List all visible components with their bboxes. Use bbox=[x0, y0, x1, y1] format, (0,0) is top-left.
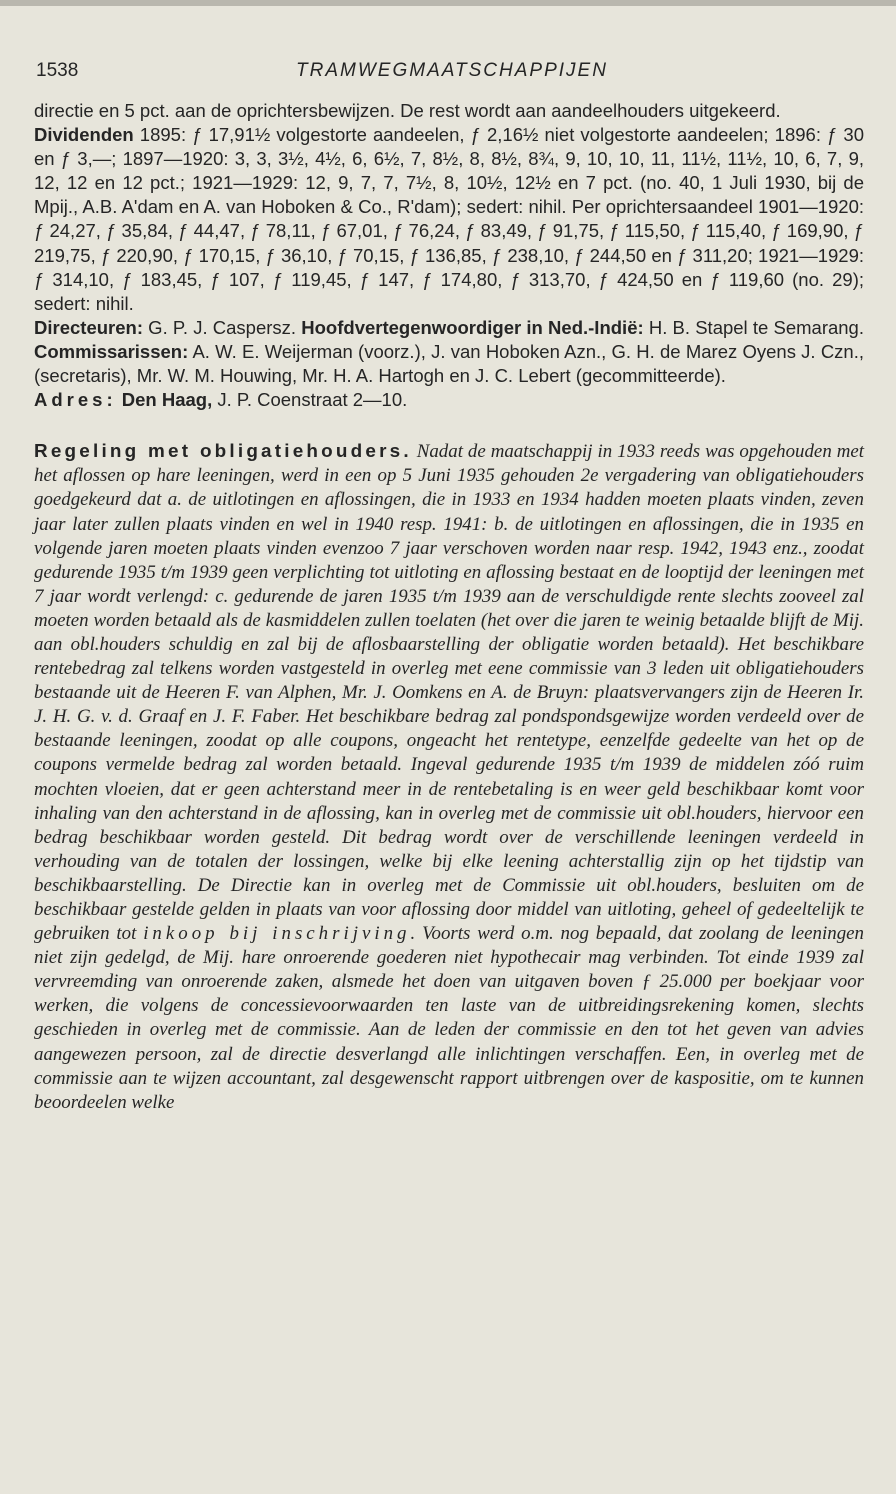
hoofdvertegenwoordiger-text: H. B. Stapel te Semarang. bbox=[643, 316, 864, 338]
paragraph-regeling bbox=[34, 440, 864, 1115]
page-top-edge bbox=[0, 0, 896, 6]
adres-text: J. P. Coenstraat 2—10. bbox=[212, 389, 408, 411]
section-gap bbox=[34, 412, 864, 440]
dividenden-text: 1895: ƒ 17,91½ volgestorte aandeelen, ƒ 2,16½ niet volgestorte aandeelen; 1896: ƒ 30 en ƒ 3,—; 1897—1920: 3, 3, 3½, 4½, 6, 6½, 7, 8½, 8, 8½, 8¾, 9, 10, 10, 11, 11½, 11½, 10, 6, 7, 9, 12, 12 en 12 pct.; 1921—1929: 12, 9, 7, 7, 7½, 8, 10½, 12½ en 7 pct. (no. 40, 1 Juli 1930, bij de Mpij., A.B. A'dam en A. van Hoboken & Co., R'dam); sedert: nihil. Per oprichtersaandeel 1901—1920: ƒ 24,27, ƒ 35,84, ƒ 44,47, ƒ 78,11, ƒ 67,01, ƒ 76,24, ƒ 83,49, ƒ 91,75, ƒ 115,50, ƒ 115,40, ƒ 169,90, ƒ 219,75, ƒ 220,90, ƒ 170,15, ƒ 36,10, ƒ 70,15, ƒ 136,85, ƒ 238,10, ƒ 244,50 en ƒ 311,20; 1921—1929: ƒ 314,10, ƒ 183,45, ƒ 107, ƒ 119,45, ƒ 147, ƒ 174,80, ƒ 313,70, ƒ 424,50 en ƒ 119,60 (no. 29); sedert: nihil. bbox=[34, 124, 864, 314]
directeuren-text: G. P. J. Caspersz. bbox=[142, 316, 302, 338]
running-head: TRAMWEGMAATSCHAPPIJEN bbox=[296, 60, 608, 81]
adres-city: Den Haag, bbox=[121, 389, 213, 411]
regeling-text-a: Nadat de maatschappij in 1933 reeds was opgehouden met het aflossen op hare leeningen, werd in een op 5 Juni 1935 gehouden 2e vergadering van obligatiehouders goedgekeurd dat a. de uitlotingen en aflossingen, die in 1933 en 1934 hadden moeten plaats vinden, zeven jaar later zullen plaats vinden en wel in 1940 resp. 1941: b. de uitlotingen en aflossingen, die in 1935 en volgende jaren moeten plaats vinden evenzoo 7 jaar verschoven worden naar resp. 1942, 1943 enz., zoodat gedurende 1935 t/m 1939 geen verplichting tot uitloting en aflossing bestaat en de looptijd der leeningen met 7 jaar wordt verlengd: c. gedurende de jaren 1935 t/m 1939 aan de verschuldigde rente slechts zooveel zal moeten worden betaald als de kasmiddelen zullen toelaten (het over die jaren te weinig betaalde blijft de Mij. aan obl.houders schuldig en zal bij de aflosbaarstelling der obligatie worden betaald). Het beschikbare rentebedrag zal telkens worden vastgesteld in overleg met eene commissie van 3 leden uit obligatiehouders bestaande uit de Heeren F. van Alphen, Mr. J. Oomkens en A. de Bruyn: plaatsvervangers zijn de Heeren Ir. J. H. G. v. d. Graaf en J. F. Faber. Het beschikbare bedrag zal pondspondsgewijze worden verdeeld over de bestaande leeningen, zoodat op alle coupons, ongeacht het rentetype, eenzelfde gedeelte van het op de coupons vermelde bedrag zal worden betaald. Ingeval gedurende 1935 t/m 1939 de middelen zóó ruim mochten vloeien, dat er geen achterstand meer in de rentebetaling is en weer geld beschikbaar komt voor inhaling van den achterstand in de aflossing, kan in overleg met de commissie uit obl.houders, hiervoor een bedrag beschikbaar worden gesteld. Dit bedrag wordt over de verschillende leeningen verdeeld in verhouding van de totalen der lossingen, welke bij elke leening achterstallig zijn op het tijdstip van beschikbaarstelling. De Directie kan in overleg met de Commissie uit obl.houders, besluiten om de beschikbaar gestelde gelden in plaats van voor aflossing door middel van uitloting, geheel of gedeeltelijk te gebruiken tot bbox=[34, 441, 865, 945]
paragraph-adres bbox=[34, 388, 864, 412]
regeling-spaced-phrase: inkoop bij inschrijving bbox=[143, 923, 411, 945]
paragraph-directie bbox=[34, 99, 864, 123]
commissarissen-label: Commissarissen: bbox=[34, 340, 189, 362]
paragraph-dividenden bbox=[34, 123, 864, 316]
page-header bbox=[36, 60, 868, 88]
regeling-heading: Regeling met obligatiehouders. bbox=[34, 441, 412, 463]
page-number: 1538 bbox=[36, 60, 79, 81]
paragraph-directie-text: directie en 5 pct. aan de oprichtersbewijzen. De rest wordt aan aandeelhouders uitgekeerd. bbox=[34, 100, 781, 121]
regeling-text-b: . Voorts werd o.m. nog bepaald, dat zoolang de leeningen niet zijn gedelgd, de Mij. hare onroerende goederen niet hypothecair mag verbinden. Tot einde 1939 zal vervreemding van onroerende zaken, alsmede het doen van uitgaven boven ƒ 25.000 per boekjaar voor werken, die volgens de concessievoorwaarden ten laste van de uitbreidingsrekening komen, slechts geschieden in overleg met de commissie. Aan de leden der commissie en den tot het geven van advies aangewezen persoon, zal de directie desverlangd alle inlichtingen verschaffen. Een, in overleg met de commissie aan te wijzen accountant, zal desgewenscht rapport uitbrengen over de kaspositie, om te kunnen beoordeelen welke bbox=[34, 923, 864, 1113]
dividenden-label: Dividenden bbox=[34, 124, 134, 146]
body-text bbox=[34, 99, 864, 1115]
hoofdvertegenwoordiger-label: Hoofdvertegenwoordiger in Ned.-Indië: bbox=[301, 316, 644, 338]
commissarissen-text: A. W. E. Weijerman (voorz.), J. van Hoboken Azn., G. H. de Marez Oyens J. Czn., (secretaris), Mr. W. M. Houwing, Mr. H. A. Hartogh en J. C. Lebert (gecommitteerde). bbox=[34, 340, 864, 387]
adres-label: Adres: bbox=[34, 389, 117, 411]
paragraph-bestuur bbox=[34, 316, 864, 388]
directeuren-label: Directeuren: bbox=[34, 316, 143, 338]
